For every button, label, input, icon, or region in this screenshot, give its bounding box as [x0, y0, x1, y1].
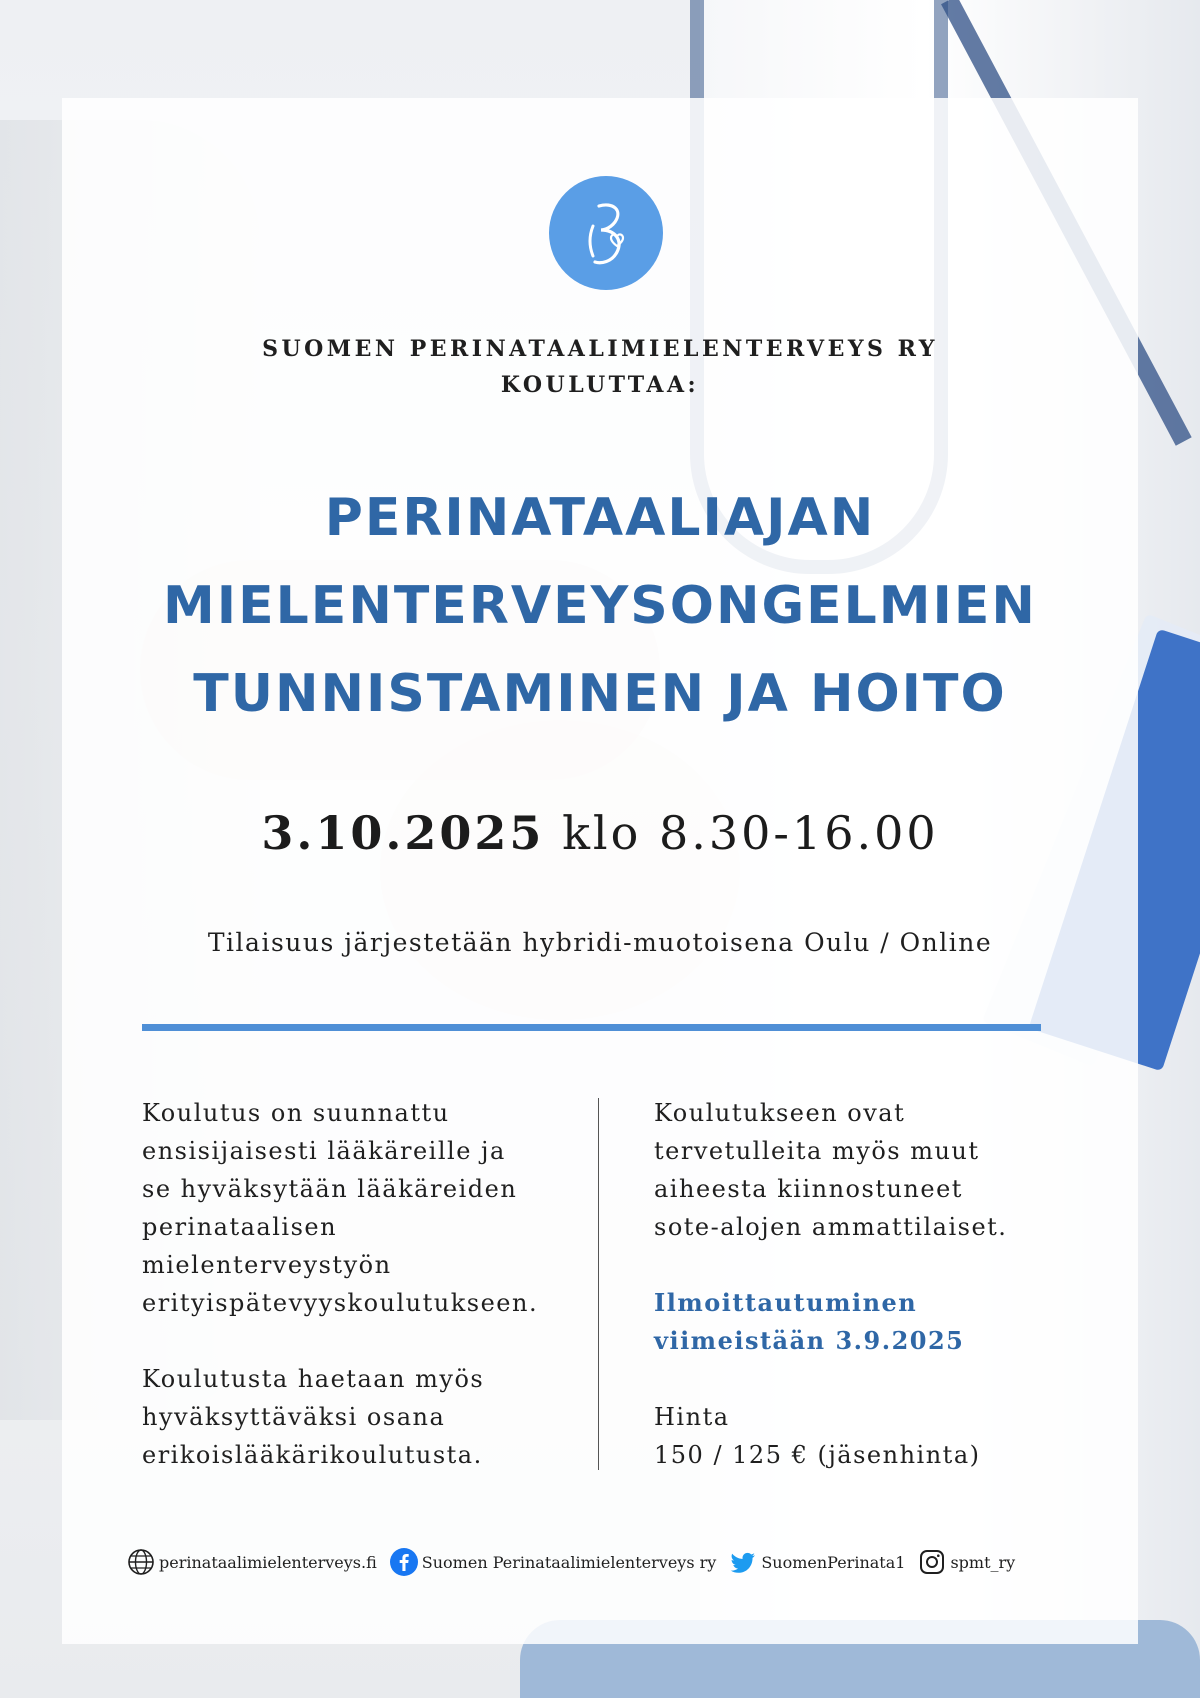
- event-title-line-3: TUNNISTAMINEN JA HOITO: [193, 664, 1007, 724]
- facebook-icon: [389, 1547, 419, 1577]
- text-line: erikoislääkärikoulutusta.: [142, 1441, 483, 1469]
- registration-deadline: Ilmoittautuminen: [654, 1288, 918, 1317]
- instagram-text: spmt_ry: [950, 1552, 1016, 1572]
- text-line: perinataalisen: [142, 1213, 338, 1241]
- text-line: Koulutukseen ovat: [654, 1099, 906, 1127]
- text-line: mielenterveystyön: [142, 1251, 392, 1279]
- facebook-link[interactable]: [389, 1547, 717, 1577]
- text-line: hyväksyttäväksi osana: [142, 1403, 446, 1431]
- text-line: tervetulleita myös muut: [654, 1137, 980, 1165]
- right-column: [654, 1094, 1064, 1474]
- facebook-text: Suomen Perinataalimielenterveys ry: [421, 1552, 717, 1572]
- price-value: 150 / 125 € (jäsenhinta): [654, 1441, 981, 1469]
- text-line: erityispätevyyskoulutukseen.: [142, 1289, 539, 1317]
- globe-icon: [126, 1547, 156, 1577]
- website-text: perinataalimielenterveys.fi: [159, 1552, 377, 1572]
- twitter-link[interactable]: [728, 1547, 905, 1577]
- event-date: 3.10.2025: [261, 806, 545, 860]
- text-line: se hyväksytään lääkäreiden: [142, 1175, 518, 1203]
- instagram-link[interactable]: [917, 1547, 1015, 1577]
- registration-deadline-date: viimeistään 3.9.2025: [654, 1326, 965, 1355]
- event-title-line-1: PERINATAALIAJAN: [324, 488, 876, 548]
- twitter-icon: [728, 1547, 758, 1577]
- footer-contacts: [126, 1546, 1027, 1578]
- text-line: sote-alojen ammattilaiset.: [654, 1213, 1008, 1241]
- event-time: klo 8.30-16.00: [562, 806, 939, 860]
- text-line: Koulutusta haetaan myös: [142, 1365, 485, 1393]
- event-venue: Tilaisuus järjestetään hybridi-muotoisena Oulu / Online: [207, 928, 993, 957]
- event-datetime: [62, 806, 1138, 860]
- instagram-icon: [917, 1547, 947, 1577]
- twitter-text: SuomenPerinata1: [761, 1552, 906, 1572]
- text-line: ensisijaisesti lääkäreille ja: [142, 1137, 506, 1165]
- logo-icon: [549, 176, 663, 290]
- website-link[interactable]: [126, 1547, 377, 1577]
- organizer-line: SUOMEN PERINATAALIMIELENTERVEYS RY: [262, 336, 938, 362]
- text-line: Koulutus on suunnattu: [142, 1099, 450, 1127]
- text-line: aiheesta kiinnostuneet: [654, 1175, 963, 1203]
- divider-rule: [142, 1024, 1041, 1031]
- column-divider: [598, 1098, 599, 1470]
- organizer-subline: KOULUTTAA:: [500, 372, 700, 398]
- price-label: Hinta: [654, 1403, 730, 1431]
- left-column: [142, 1094, 602, 1474]
- event-title-line-2: MIELENTERVEYSONGELMIEN: [163, 576, 1037, 636]
